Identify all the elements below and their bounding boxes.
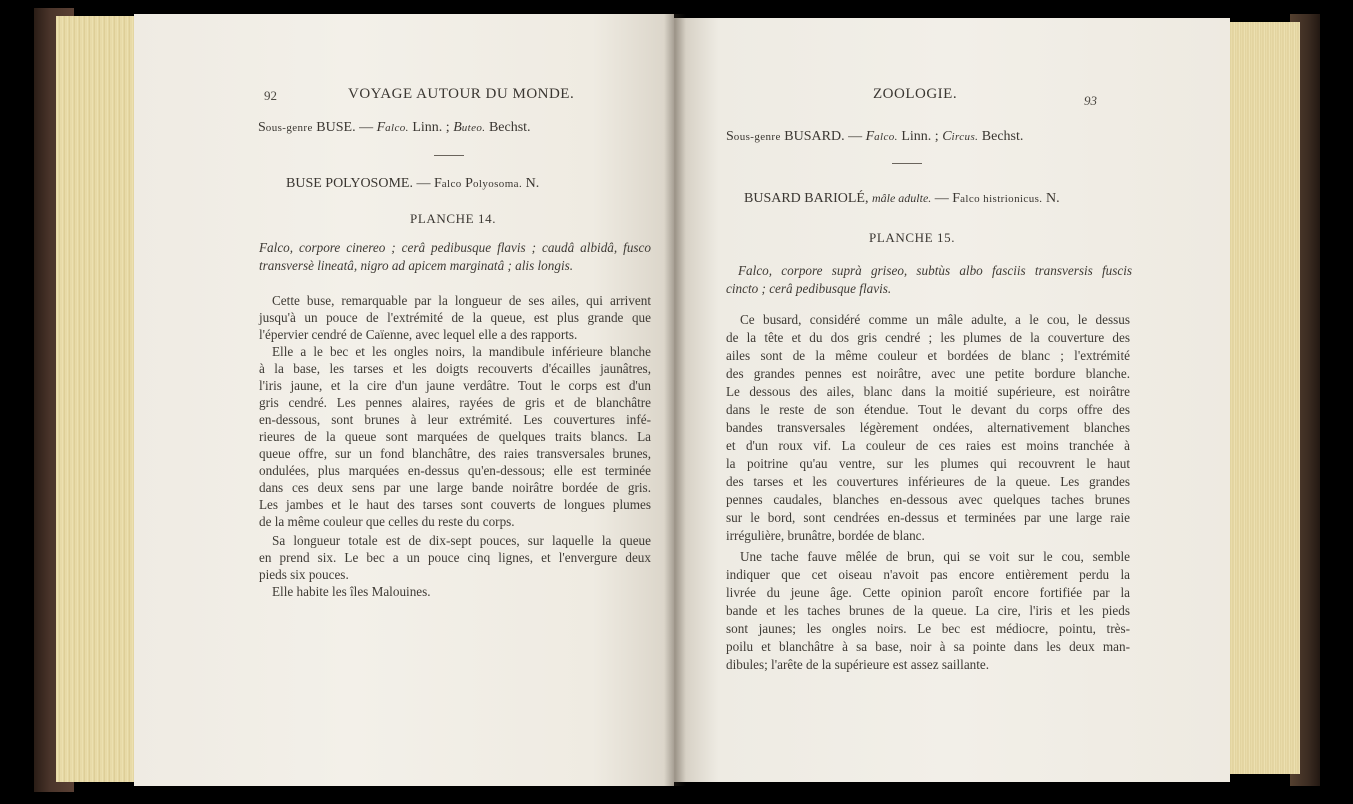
page-edges-right xyxy=(1226,22,1300,774)
body-line: rieures de la queue sont marquées de quelques traits blancs. La xyxy=(259,429,651,444)
species-latin-rest2: olyosoma. xyxy=(472,178,523,190)
diagnosis-line-1: Falco, corpore cinereo ; cerâ pedibusque flavis ; caudâ albidâ, fusco xyxy=(259,240,651,255)
body-line: Ce busard, considéré comme un mâle adulte, a le cou, le dessus xyxy=(740,312,1130,327)
body-line: la poitrine qu'au ventre, sur les plumes qui recouvrent le haut xyxy=(726,456,1130,471)
species-heading-left xyxy=(286,176,539,192)
species-name: BUSARD BARIOLÉ, xyxy=(744,191,869,206)
page-edges-left xyxy=(56,16,134,782)
body-line: en prend six. Le bec a un pouce cinq lignes, et l'envergure deux xyxy=(259,550,651,565)
body-line: indiquer que cet oiseau n'avoit pas encore entièrement perdu la xyxy=(726,567,1130,582)
body-line: Cette buse, remarquable par la longueur de ses ailes, qui arrivent xyxy=(272,293,651,308)
body-line: et d'un roux vif. La couleur de ces raies est moins tranchée à xyxy=(726,438,1130,453)
species-heading-right xyxy=(744,190,1060,207)
body-line: ailes sont de la même couleur et bordées de blanc ; l'extrémité xyxy=(726,348,1130,363)
body-line: à la base, les tarses et les doigts recouverts d'écailles jaunâtres, xyxy=(259,361,651,376)
plate-number-left: PLANCHE 14. xyxy=(410,211,497,226)
genus2-cap: C xyxy=(942,129,952,144)
species-suffix: N. xyxy=(525,176,540,191)
genus-cap: F xyxy=(865,129,875,144)
subgenus-prefix-rest: ous-genre xyxy=(265,122,313,134)
subgenus-name: BUSARD. xyxy=(784,129,845,144)
body-line: pieds six pouces. xyxy=(259,567,349,582)
plate-number-right: PLANCHE 15. xyxy=(869,230,956,245)
body-line: des grandes pennes est noirâtre, avec une petite bordure blanche. xyxy=(726,366,1130,381)
genus2-cap: B xyxy=(453,120,462,135)
species-qualifier: mâle adulte. xyxy=(871,191,932,205)
body-line: Le dessous des ailes, blanc dans la moitié supérieure, est noirâtre xyxy=(726,384,1130,399)
author-bechstein: Bechst. xyxy=(981,129,1024,144)
species-dash: — xyxy=(416,176,431,191)
subgenus-prefix-rest: ous-genre xyxy=(733,131,781,143)
subgenus-name: BUSE. xyxy=(316,120,356,135)
author-linnaeus: Linn. ; xyxy=(901,129,939,144)
section-rule-right xyxy=(892,163,922,164)
species-suffix: N. xyxy=(1045,191,1060,206)
subgenus-heading-right xyxy=(726,129,1023,145)
body-line: l'épervier cendré de Caïenne, avec lequel elle a des rapports. xyxy=(259,327,578,342)
subgenus-dash: — xyxy=(848,129,863,144)
body-line: jusqu'à un pouce de l'extrémité de la queue, est plus grande que xyxy=(259,310,651,325)
diagnosis-line-2: cincto ; cerâ pedibusque flavis. xyxy=(726,281,892,296)
body-line: dibules; l'arête de la supérieure est assez saillante. xyxy=(726,657,990,672)
genus-cap: F xyxy=(376,120,386,135)
species-name: BUSE POLYOSOME. xyxy=(286,176,413,191)
body-line: pennes caudales, blanches en-dessous avec quelques taches brunes xyxy=(726,492,1130,507)
body-line: livrée du jeune âge. Cette opinion paroît encore fortifiée par la xyxy=(726,585,1130,600)
body-line: dans le reste de son étendue. Tout le devant du corps offre des xyxy=(726,402,1130,417)
author-linnaeus: Linn. ; xyxy=(412,120,450,135)
body-line: Elle habite les îles Malouines. xyxy=(272,584,431,599)
species-dash: — xyxy=(934,191,949,206)
body-line: sont jaunes; les ongles noirs. Le bec est médiocre, pointu, très- xyxy=(726,621,1130,636)
species-latin-cap1: F xyxy=(952,191,961,206)
body-line: poilu et blanchâtre à sa base, noir à sa pointe dans les deux man- xyxy=(726,639,1130,654)
body-line: bandes transversales légèrement ondées, alternativement blanches xyxy=(726,420,1130,435)
body-line: Une tache fauve mêlée de brun, qui se voit sur le cou, semble xyxy=(740,549,1130,564)
body-line: Sa longueur totale est de dix-sept pouces, sur laquelle la queue xyxy=(272,533,651,548)
body-line: de la même couleur que celles du reste du corps. xyxy=(259,514,515,529)
species-latin-rest1: alco xyxy=(441,178,462,190)
body-line: de la tête et du dos gris cendré ; les plumes de la couverture des xyxy=(726,330,1130,345)
diagnosis-line-1: Falco, corpore suprà griseo, subtùs albo fasciis transversis fuscis xyxy=(738,263,1132,278)
subgenus-prefix-cap: S xyxy=(726,129,734,144)
running-head-left: VOYAGE AUTOUR DU MONDE. xyxy=(348,86,575,102)
body-line: l'iris jaune, et la cire d'un jaune verdâtre. Tout le corps est d'un xyxy=(259,378,651,393)
body-line: sur le bord, sont cendrées en-dessus et terminées par une large raie xyxy=(726,510,1130,525)
species-latin-cap2: P xyxy=(465,176,473,191)
body-line: dans ces deux sens par une large bande noirâtre bordée de gris. xyxy=(259,480,651,495)
subgenus-prefix-cap: S xyxy=(258,120,266,135)
body-line: gris cendré. Les pennes alaires, rayées de gris et de blanchâtre xyxy=(259,395,651,410)
genus2-rest: ircus. xyxy=(951,131,979,143)
author-bechstein: Bechst. xyxy=(488,120,531,135)
section-rule-left xyxy=(434,155,464,156)
genus-rest: alco. xyxy=(385,122,409,134)
running-head-right: ZOOLOGIE. xyxy=(873,86,958,102)
genus-rest: alco. xyxy=(874,131,898,143)
body-line: ondulées, plus marquées en-dessus qu'en-dessous; elle est terminée xyxy=(259,463,651,478)
body-line: Les jambes et le haut des tarses sont couverts de longues plumes xyxy=(259,497,651,512)
genus2-rest: uteo. xyxy=(461,122,486,134)
body-line: irrégulière, brunâtre, bordée de blanc. xyxy=(726,528,925,543)
species-latin-rest1: alco histrionicus. xyxy=(960,193,1043,205)
subgenus-dash: — xyxy=(359,120,374,135)
body-line: queue offre, sur un fond blanchâtre, des raies transversales brunes, xyxy=(259,446,651,461)
book-gutter xyxy=(664,14,686,786)
page-number-right: 93 xyxy=(1084,93,1097,108)
body-line: Elle a le bec et les ongles noirs, la mandibule inférieure blanche xyxy=(272,344,651,359)
subgenus-heading-left xyxy=(258,120,531,136)
body-line: des tarses et les couvertures inférieures de la queue. Les grandes xyxy=(726,474,1130,489)
diagnosis-line-2: transversè lineatâ, nigro ad apicem marginatâ ; alis longis. xyxy=(259,258,574,273)
body-line: en-dessous, sont brunes à leur extrémité. Les couvertures infé- xyxy=(259,412,651,427)
body-line: bande et les taches brunes de la queue. La cire, l'iris et les pieds xyxy=(726,603,1130,618)
species-latin-cap1: F xyxy=(433,176,442,191)
page-number-left: 92 xyxy=(264,88,277,103)
